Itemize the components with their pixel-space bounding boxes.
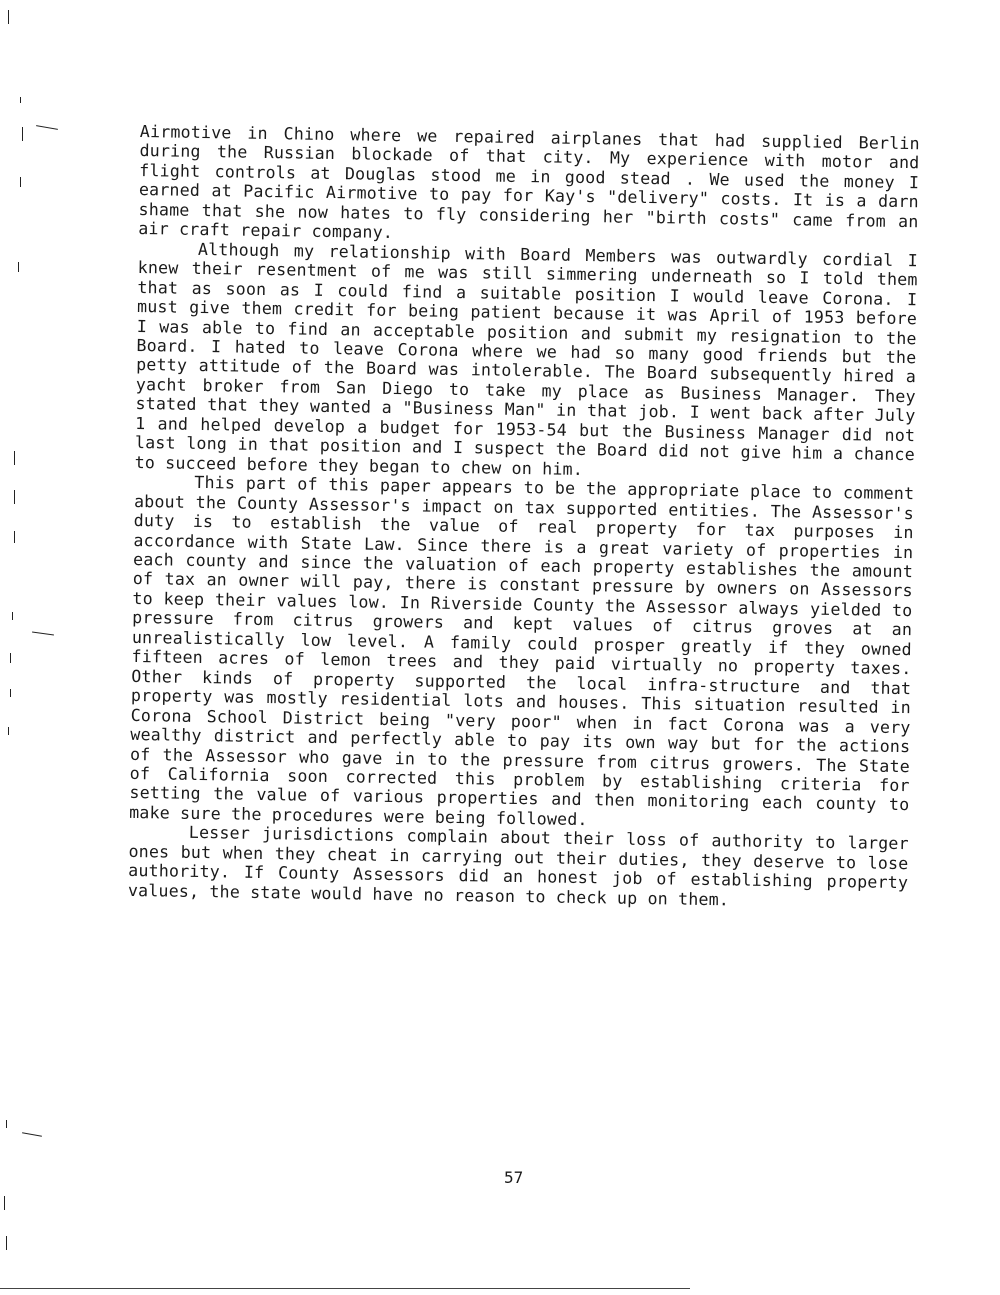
margin-mark	[8, 727, 9, 735]
paragraph: Although my relationship with Board Members was outwardly cordial I knew their resentment of me was still simmering underneath so I told them that as soon as I could find a suitable position I would leave Corona. I must give them credit for being patient because it was April of 1953 before I was able to find an acceptable position and submit my resignation to the Board. I hated to leave Corona where we had so many good friends but the petty attitude of the Board was intolerable. The Board subsequently hired a yacht broker from San Diego to take my place as Business Manager. They stated that they wanted a "Business Man" in that job. I went back after July 1 and helped develop a budget for 1953-54 but the Business Manager did not last long in that position and I suspect the Board did not give him a chance to succeed before they began to chew on him.	[134, 239, 919, 479]
bottom-rule	[0, 1288, 690, 1289]
paragraph: Lesser jurisdictions complain about their loss of authority to larger ones but when they cheat in carrying out their duties, they deserve to lose authority. If County Assessors did an honest job of establishing property values, the state would have no reason to check up on them.	[127, 823, 909, 910]
margin-mark	[18, 262, 19, 272]
margin-mark	[10, 653, 11, 663]
margin-mark	[10, 689, 11, 697]
margin-mark	[22, 127, 23, 141]
margin-mark	[6, 1120, 7, 1128]
margin-mark	[14, 490, 15, 504]
margin-mark	[32, 631, 54, 635]
margin-mark	[20, 177, 21, 187]
margin-mark	[22, 1132, 42, 1136]
margin-mark	[36, 125, 58, 130]
margin-mark	[14, 531, 15, 543]
margin-mark	[4, 1196, 5, 1210]
margin-mark	[6, 1236, 7, 1250]
body-text	[128, 122, 920, 912]
margin-mark	[20, 97, 21, 103]
margin-mark	[8, 10, 9, 24]
page-number: 57	[504, 1168, 524, 1187]
paragraph: This part of this paper appears to be the appropriate place to comment about the County Assessor's impact on tax supported entities. The Assessor's duty is to establish the value of real property for tax purposes in accordance with State Law. Since there is a great variety of properties in each county and since the valuation of each property establishes the amount of tax an owner will pay, there is constant pressure by owners on Assessors to keep their values low. In Riverside County the Assessor always yielded to pressure from citrus growers and kept values of citrus groves at an unrealistically low level. A family could prosper greatly if they owned fifteen acres of lemon trees and they paid virtually no property taxes. Other kinds of property supported the local infra-structure and that property was mostly residential lots and houses. This situation resulted in Corona School District being "very poor" when in fact Corona was a very wealthy district and perfectly able to pay its own way but for the actions of the Assessor who gave in to the pressure from citrus growers. The State of California soon corrected this problem by establishing criteria for setting the value of various properties and then monitoring each county to make sure the procedures were being followed.	[129, 473, 915, 829]
margin-mark	[12, 612, 13, 620]
paragraph: Airmotive in Chino where we repaired airplanes that had supplied Berlin during the Russian blockade of that city. My experience with motor and flight controls at Douglas stood me in good stead . We used the money I earned at Pacific Airmotive to pay for Kay's "delivery" costs. It is a darn shame that she now hates to fly considering her "birth costs" came from an air craft repair company.	[138, 122, 920, 243]
margin-mark	[14, 451, 15, 465]
